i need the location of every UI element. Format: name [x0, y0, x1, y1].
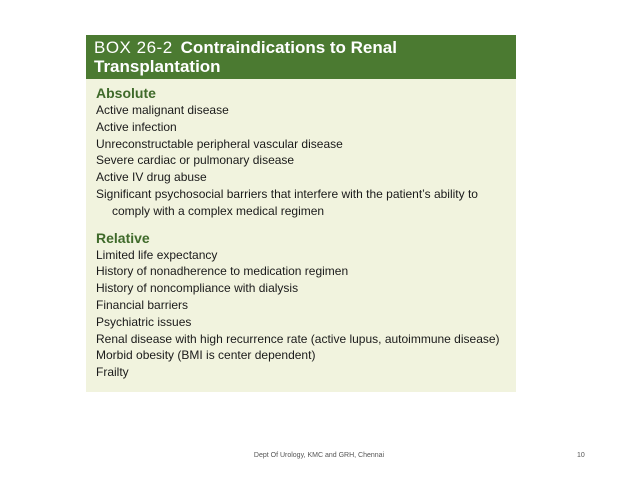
box-body: [86, 79, 516, 381]
footer-text: Dept Of Urology, KMC and GRH, Chennai: [253, 452, 385, 459]
box-number: BOX 26-2: [94, 38, 173, 57]
list-item: Financial barriers: [96, 297, 189, 312]
contraindications-box: [86, 35, 516, 392]
list-item: Active infection: [96, 119, 177, 134]
list-item: Limited life expectancy: [96, 247, 218, 262]
list-item: Significant psychosocial barriers that interfere with the patient’s ability to comply with a complex medical regimen: [96, 186, 478, 218]
list-item: History of noncompliance with dialysis: [96, 281, 299, 296]
list-item: Severe cardiac or pulmonary disease: [96, 153, 295, 168]
list-item: Morbid obesity (BMI is center dependent): [96, 348, 316, 363]
relative-heading: Relative: [96, 229, 150, 246]
page-number: 10: [577, 452, 585, 459]
absolute-list: [96, 102, 516, 220]
box-header: [86, 35, 516, 79]
relative-list: [96, 247, 516, 381]
list-item: Active malignant disease: [96, 103, 229, 117]
box-title: Contraindications to Renal Transplantation: [94, 38, 397, 76]
list-item: History of nonadherence to medication regimen: [96, 264, 349, 279]
list-item: Renal disease with high recurrence rate (active lupus, autoimmune disease): [96, 331, 500, 346]
list-item: Frailty: [96, 365, 129, 380]
list-item: Unreconstructable peripheral vascular disease: [96, 136, 343, 151]
list-item: Psychiatric issues: [96, 314, 192, 329]
absolute-heading: Absolute: [96, 85, 156, 101]
list-item: Active IV drug abuse: [96, 170, 207, 185]
